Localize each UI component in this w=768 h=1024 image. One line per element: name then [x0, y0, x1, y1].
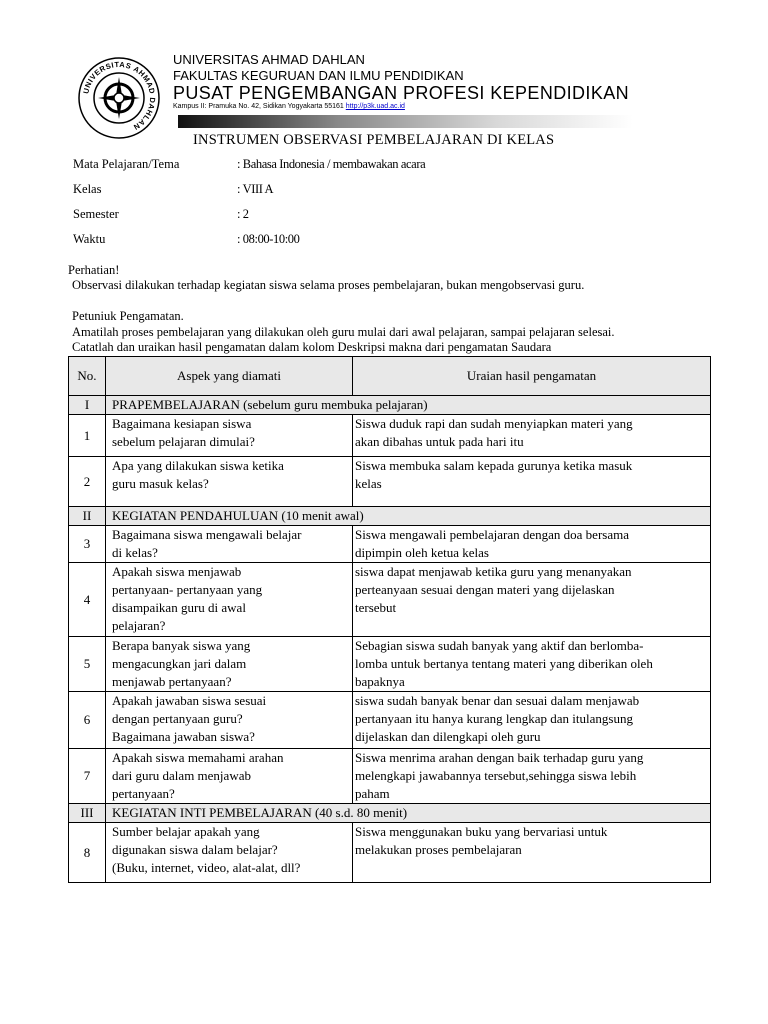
info-label-class: Kelas: [73, 182, 102, 196]
row-result: Siswa membuka salam kepada gurunya ketika masuk kelas: [353, 457, 711, 507]
faculty-name: FAKULTAS KEGURUAN DAN ILMU PENDIDIKAN: [173, 68, 464, 83]
row-no: 4: [69, 563, 106, 637]
row-result: Sebagian siswa sudah banyak yang aktif dan berlomba- lomba untuk bertanya tentang materi yang diberikan oleh bapaknya: [353, 637, 711, 692]
row-no: 3: [69, 526, 106, 563]
row-result: siswa dapat menjawab ketika guru yang menanyakan perteanyaan sesuai dengan materi yang dijelaskan tersebut: [353, 563, 711, 637]
header-gradient-band: [178, 115, 633, 128]
document-title: INSTRUMEN OBSERVASI PEMBELAJARAN DI KELAS: [193, 132, 555, 148]
table-row: [69, 823, 711, 883]
university-logo: [78, 57, 160, 139]
row-no: 6: [69, 692, 106, 749]
website-link[interactable]: http://p3k.uad.ac.id: [345, 103, 405, 110]
address-line: [173, 103, 405, 110]
row-no: 8: [69, 823, 106, 883]
info-label-semester: Semester: [73, 207, 119, 221]
row-aspect: Apakah jawaban siswa sesuai dengan pertanyaan guru? Bagaimana jawaban siswa?: [106, 692, 353, 749]
section-row: [69, 396, 711, 415]
observation-table: [68, 356, 711, 883]
section-title: PRAPEMBELAJARAN (sebelum guru membuka pelajaran): [106, 396, 711, 415]
row-no: 2: [69, 457, 106, 507]
row-no: 5: [69, 637, 106, 692]
table-row: [69, 457, 711, 507]
row-no: 7: [69, 749, 106, 804]
table-row: [69, 563, 711, 637]
table-row: [69, 692, 711, 749]
row-result: Siswa duduk rapi dan sudah menyiapkan materi yang akan dibahas untuk pada hari itu: [353, 415, 711, 457]
section-no: II: [69, 507, 106, 526]
attention-text: Observasi dilakukan terhadap kegiatan siswa selama proses pembelajaran, bukan mengobservasi guru.: [72, 278, 585, 292]
row-no: 1: [69, 415, 106, 457]
section-row: [69, 507, 711, 526]
row-aspect: Apakah siswa menjawab pertanyaan- pertanyaan yang disampaikan guru di awal pelajaran?: [106, 563, 353, 637]
row-aspect: Sumber belajar apakah yang digunakan siswa dalam belajar? (Buku, internet, video, alat-alat, dll?: [106, 823, 353, 883]
section-title: KEGIATAN PENDAHULUAN (10 menit awal): [106, 507, 711, 526]
row-aspect: Berapa banyak siswa yang mengacungkan jari dalam menjawab pertanyaan?: [106, 637, 353, 692]
info-value-semester: : 2: [237, 207, 249, 221]
address-text: Kampus II: Pramuka No. 42, Sidikan Yogyakarta 55161: [173, 103, 344, 110]
instructions-heading: Petuniuk Pengamatan.: [72, 309, 184, 323]
info-label-subject: Mata Pelajaran/Tema: [73, 157, 180, 171]
row-aspect: Apakah siswa memahami arahan dari guru dalam menjawab pertanyaan?: [106, 749, 353, 804]
row-aspect: Bagaimana siswa mengawali belajar di kelas?: [106, 526, 353, 563]
row-result: Siswa menggunakan buku yang bervariasi untuk melakukan proses pembelajaran: [353, 823, 711, 883]
header-no: No.: [69, 357, 106, 396]
table-row: [69, 637, 711, 692]
table-header-row: [69, 357, 711, 396]
header-aspect: Aspek yang diamati: [106, 357, 353, 396]
table-row: [69, 415, 711, 457]
table-row: [69, 749, 711, 804]
row-result: Siswa mengawali pembelajaran dengan doa bersama dipimpin oleh ketua kelas: [353, 526, 711, 563]
instructions-line-1: Amatilah proses pembelajaran yang dilakukan oleh guru mulai dari awal pelajaran, sampai pelajaran selesai.: [72, 325, 615, 339]
section-no: I: [69, 396, 106, 415]
table-row: [69, 526, 711, 563]
row-result: Siswa menrima arahan dengan baik terhadap guru yang melengkapi jawabannya tersebut,sehingga siswa lebih paham: [353, 749, 711, 804]
university-name: UNIVERSITAS AHMAD DAHLAN: [173, 52, 365, 67]
row-result: siswa sudah banyak benar dan sesuai dalam menjawab pertanyaan itu hanya kurang lengkap dan itulangsung dijelaskan dan dilengkapi oleh guru: [353, 692, 711, 749]
attention-heading: Perhatian!: [68, 263, 120, 277]
info-value-subject: : Bahasa Indonesia / membawakan acara: [237, 157, 426, 171]
section-no: III: [69, 804, 106, 823]
section-row: [69, 804, 711, 823]
center-name: PUSAT PENGEMBANGAN PROFESI KEPENDIDIKAN: [173, 83, 630, 103]
row-aspect: Apa yang dilakukan siswa ketika guru masuk kelas?: [106, 457, 353, 507]
section-title: KEGIATAN INTI PEMBELAJARAN (40 s.d. 80 menit): [106, 804, 711, 823]
row-aspect: Bagaimana kesiapan siswa sebelum pelajaran dimulai?: [106, 415, 353, 457]
svg-text:UNIVERSITAS AHMAD DAHLAN: UNIVERSITAS AHMAD DAHLAN: [81, 59, 158, 132]
info-label-time: Waktu: [73, 232, 106, 246]
instructions-line-2: Catatlah dan uraikan hasil pengamatan dalam kolom Deskripsi makna dari pengamatan Saudara: [72, 340, 552, 354]
info-value-class: : VIII A: [237, 182, 274, 196]
header-result: Uraian hasil pengamatan: [353, 357, 711, 396]
info-value-time: : 08:00-10:00: [237, 232, 300, 246]
